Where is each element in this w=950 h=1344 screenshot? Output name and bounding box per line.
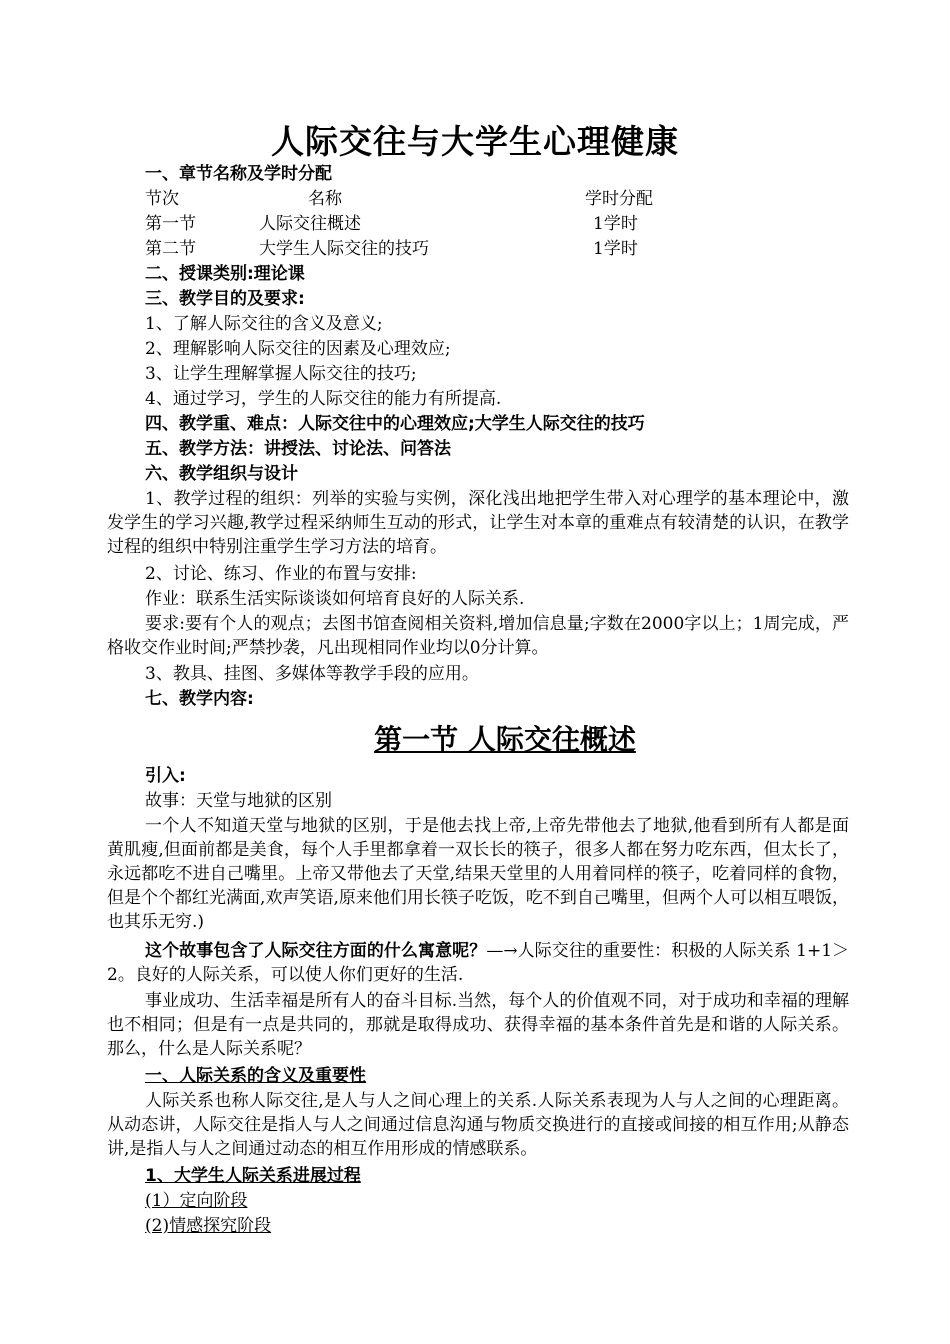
media-text: 3、教具、挂图、多媒体等教学手段的应用。 <box>145 664 479 684</box>
discussion-heading: 2、讨论、练习、作业的布置与安排: <box>145 564 417 584</box>
heading-course-type: 二、授课类别:理论课 <box>145 264 305 284</box>
heading-goals: 三、教学目的及要求: <box>145 289 305 309</box>
meaning-question: 这个故事包含了人际交往方面的什么寓意呢？ <box>145 941 487 961</box>
paragraph-meaning <box>107 939 849 987</box>
stage-item: (2)情感探究阶段 <box>145 1216 272 1236</box>
homework-text: 作业：联系生活实际谈谈如何培育良好的人际关系. <box>145 589 525 609</box>
heading-methods: 五、教学方法：讲授法、讨论法、问答法 <box>145 439 451 459</box>
goal-item: 3、让学生理解掌握人际交往的技巧; <box>145 364 417 384</box>
section-title: 第一节 人际交往概述 <box>374 723 636 756</box>
intro-label: 引入: <box>145 766 186 786</box>
paragraph-success: 事业成功、生活幸福是所有人的奋斗目标.当然，每个人的价值观不同，对于成功和幸福的理解也不相同；但是有一点是共同的，那就是取得成功、获得幸福的基本条件首先是和谐的人际关系。那么，什么是人际关系呢？ <box>107 991 849 1059</box>
table-cell: 人际交往概述 <box>259 214 361 234</box>
table-cell: 第一节 <box>145 214 196 234</box>
table-cell: 大学生人际交往的技巧 <box>259 239 429 259</box>
table-header-hours: 学时分配 <box>585 189 653 209</box>
subheading-process: 1、大学生人际关系进展过程 <box>145 1166 361 1186</box>
story-title: 故事：天堂与地狱的区别 <box>145 791 332 811</box>
goal-item: 1、了解人际交往的含义及意义; <box>145 314 383 334</box>
heading-key-points: 四、教学重、难点：人际交往中的心理效应;大学生人际交往的技巧 <box>145 414 645 434</box>
meaning-answer: —→人际交往的重要性：积极的人际关系 1+1＞2。良好的人际关系，可以使人你们更好的生活. <box>107 941 850 985</box>
table-cell: 第二节 <box>145 239 196 259</box>
stage-item: (1）定向阶段 <box>145 1191 248 1211</box>
document-title: 人际交往与大学生心理健康 <box>271 122 679 161</box>
paragraph-organization: 1、教学过程的组织：列举的实验与实例，深化浅出地把学生带入对心理学的基本理论中，激发学生的学习兴趣,教学过程采纳师生互动的形式，让学生对本章的重难点有较清楚的认识，在教学过程的组织中特别注重学生学习方法的培育。 <box>107 489 849 557</box>
subheading-meaning: 一、人际关系的含义及重要性 <box>145 1066 366 1086</box>
goal-item: 4、通过学习，学生的人际交往的能力有所提高. <box>145 389 502 409</box>
heading-chapter-allocation: 一、章节名称及学时分配 <box>145 164 332 184</box>
table-header-section: 节次 <box>145 189 179 209</box>
heading-content: 七、教学内容: <box>145 689 254 709</box>
heading-organization: 六、教学组织与设计 <box>145 464 298 484</box>
table-cell: 1学时 <box>593 239 638 259</box>
table-header-name: 名称 <box>308 189 342 209</box>
paragraph-definition: 人际关系也称人际交往,是人与人之间心理上的关系.人际关系表现为人与人之间的心理距离。从动态讲，人际交往是指人与人之间通过信息沟通与物质交换进行的直接或间接的相互作用;从静态讲,是指人与人之间通过动态的相互作用形成的情感联系。 <box>107 1091 849 1159</box>
paragraph-story: 一个人不知道天堂与地狱的区别，于是他去找上帝,上帝先带他去了地狱,他看到所有人都是面黄肌瘦,但面前都是美食，每个人手里都拿着一双长长的筷子，很多人都在努力吃东西，但太长了，永远都吃不进自己嘴里。上帝又带他去了天堂,结果天堂里的人用着同样的筷子，吃着同样的食物，但是个个都红光满面,欢声笑语,原来他们用长筷子吃饭，吃不到自己嘴里，但两个人可以相互喂饭，也其乐无穷.) <box>107 816 849 932</box>
table-cell: 1学时 <box>593 214 638 234</box>
goal-item: 2、理解影响人际交往的因素及心理效应; <box>145 339 451 359</box>
paragraph-requirements: 要求:要有个人的观点；去图书馆查阅相关资料,增加信息量;字数在2000字以上；1周完成，严格收交作业时间;严禁抄袭，凡出现相同作业均以0分计算。 <box>107 614 849 658</box>
